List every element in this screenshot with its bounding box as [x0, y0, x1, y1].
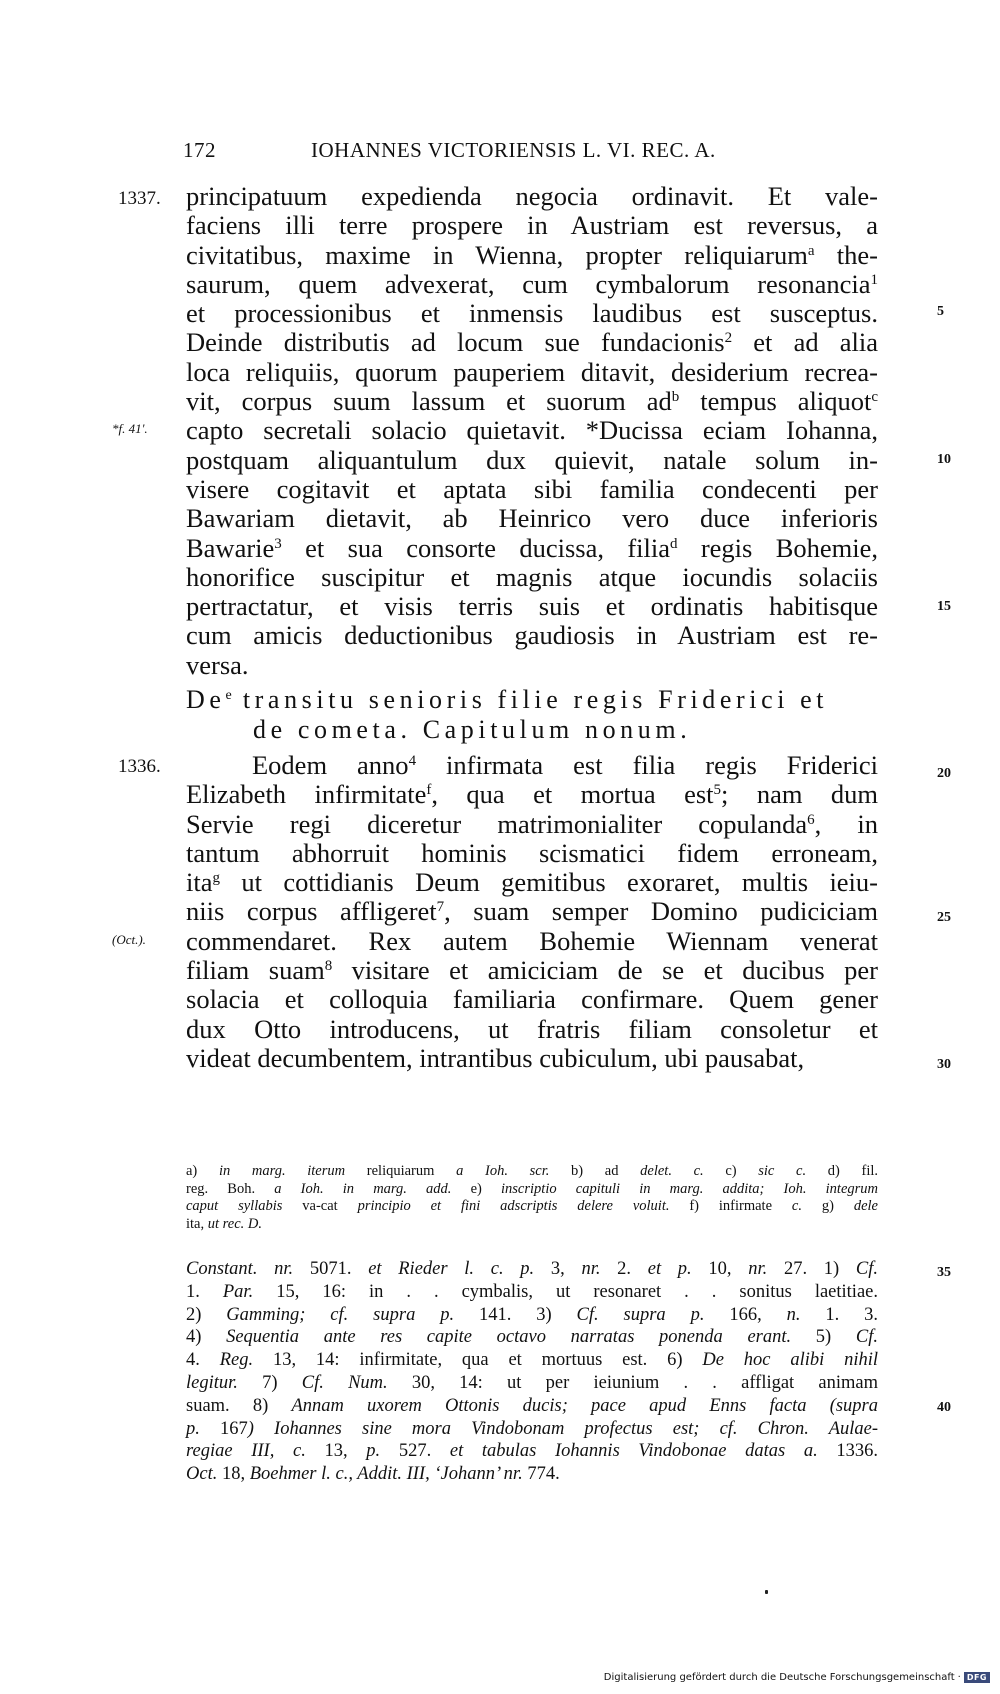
text-line [186, 810, 878, 839]
text-segment: videat decumbentem, intrantibus cubiculum, ubi pausabat, [186, 1042, 805, 1073]
text-segment: dux Otto introducens, ut fratris filiam consoletur et [186, 1013, 878, 1044]
text-segment: 27. 1) [767, 1259, 856, 1279]
italic-text: nr. [748, 1259, 768, 1279]
footnote-marker: 6 [807, 811, 815, 828]
text-segment: visere cogitavit et aptata sibi familia condecenti per [186, 473, 878, 504]
source-note-line [186, 1418, 878, 1441]
text-segment: , qua et mortua est [431, 779, 714, 810]
main-text-paragraph-2 [186, 751, 878, 1073]
line-number: 30 [937, 1057, 951, 1072]
italic-text: c. [791, 1198, 802, 1214]
critical-note-line [186, 1181, 878, 1199]
text-segment: Servie regi diceretur matrimonialiter copulanda [186, 808, 808, 839]
text-line [186, 328, 878, 357]
text-segment: 5) [791, 1327, 856, 1348]
text-line [186, 241, 878, 270]
text-segment: Elizabeth infirmitate [186, 779, 427, 810]
chapter-heading-line-1: De$^e$ transitu senioris filie regis Friderici et [186, 685, 829, 714]
ink-dot [765, 1590, 768, 1594]
running-title: IOHANNES VICTORIENSIS L. VI. REC. A. [311, 138, 716, 162]
text-line [186, 956, 878, 985]
text-segment: 527. [380, 1441, 450, 1462]
text-segment: 18, [217, 1464, 250, 1485]
source-notes [186, 1258, 878, 1486]
text-segment: 30, 14: ut per ieiunium . . affligat animam [387, 1372, 878, 1393]
footnote-marker: 1 [870, 271, 878, 288]
italic-text: Boehmer l. c., Addit. III, ‘Johann’ nr. [249, 1464, 523, 1485]
footnote-marker: 3 [274, 535, 282, 552]
text-line [186, 927, 878, 956]
italic-text: Par. [222, 1281, 254, 1302]
chapter-heading-line-2: de cometa. Capitulum nonum. [253, 715, 692, 744]
source-note-line [186, 1258, 878, 1281]
dfg-logo: DFG [964, 1672, 990, 1683]
italic-text: n. [786, 1304, 801, 1325]
text-line [186, 621, 878, 650]
italic-text: a Ioh. in marg. add. [274, 1180, 452, 1197]
italic-text: Gamming; cf. supra p. [226, 1304, 455, 1325]
italic-text: Oct. [186, 1464, 218, 1485]
text-segment: Bawarie [186, 532, 275, 563]
text-segment: e) [451, 1180, 502, 1197]
italic-text: Sequentia ante res capite octavo narratas ponenda erant. [226, 1327, 792, 1348]
footnote-marker: 2 [724, 330, 733, 347]
text-segment: et ad alia [732, 327, 879, 358]
text-segment: infirmata est filia regis Friderici [416, 750, 878, 780]
text-segment: 774. [522, 1464, 560, 1485]
italic-text: in marg. iterum [218, 1163, 346, 1179]
footnote-marker: d [670, 535, 678, 552]
text-segment: 141. 3) [454, 1304, 577, 1325]
text-segment: capto secretali solacio quietavit. *Ducissa eciam Iohanna, [186, 415, 878, 446]
italic-text: Cf. supra p. [576, 1304, 705, 1325]
text-segment: filiam suam [186, 955, 325, 986]
line-number: 25 [937, 910, 951, 925]
text-segment: faciens illi terre prospere in Austriam est reversus, a [186, 210, 878, 241]
text-segment: c) [703, 1163, 759, 1179]
text-line [186, 1044, 878, 1073]
text-segment: civitatibus, maxime in Wienna, propter reliquiarum [186, 239, 808, 270]
source-note-line [186, 1304, 878, 1327]
text-segment: suam. 8) [186, 1395, 292, 1416]
text-segment: 1336. [817, 1441, 879, 1462]
text-line [186, 592, 878, 621]
italic-text: sic c. [758, 1163, 807, 1179]
italic-text: Annam uxorem Ottonis ducis; pace apud Enns facta (supra [291, 1395, 878, 1416]
text-line [186, 504, 878, 533]
text-segment: 1. [186, 1281, 223, 1302]
text-line [186, 416, 878, 445]
critical-note-line [186, 1216, 878, 1234]
text-segment: Bawariam dietavit, ab Heinrico vero duce inferioris [186, 503, 878, 534]
line-number: 40 [937, 1400, 951, 1415]
italic-text: Cf. Num. [301, 1372, 388, 1393]
text-line [186, 868, 878, 897]
source-note-line [186, 1463, 878, 1486]
text-segment: , suam semper Domino pudiciciam [444, 896, 878, 927]
margin-oct: (Oct.). [112, 932, 146, 947]
text-line [186, 897, 878, 926]
text-line [186, 651, 878, 680]
text-line [186, 182, 878, 211]
italic-text: a Ioh. scr. [456, 1163, 550, 1179]
text-segment: et sua consorte ducissa, filia [281, 532, 671, 563]
italic-text: Constant. nr. [186, 1259, 294, 1279]
footnote-marker: b [671, 389, 680, 406]
text-line [186, 780, 878, 809]
text-segment: , in [814, 808, 878, 839]
margin-year-1336: 1336. [118, 756, 161, 777]
text-line [186, 387, 878, 416]
italic-text: p. [186, 1418, 200, 1439]
italic-text: principio et fini adscriptis delere voluit. [357, 1198, 670, 1214]
italic-text: Cf. [855, 1259, 879, 1279]
text-segment: 167 [199, 1418, 248, 1439]
footnote-marker: c [871, 389, 878, 406]
italic-text: Reg. [219, 1350, 254, 1371]
critical-apparatus [186, 1163, 878, 1233]
text-segment: principatuum expedienda negocia ordinavit. Et vale- [186, 181, 878, 211]
text-segment: ita [186, 867, 213, 898]
text-segment: honorifice suscipitur et magnis atque iocundis solaciis [186, 561, 878, 592]
text-line [186, 475, 878, 504]
text-segment: va-cat [282, 1198, 358, 1214]
text-segment: 13, 14: infirmitate, qua et mortuus est. 6) [253, 1350, 703, 1371]
italic-text: De hoc alibi nihil [702, 1350, 879, 1371]
text-segment: b) ad [549, 1163, 641, 1179]
italic-text: delet. c. [640, 1163, 704, 1179]
footnote-marker: 8 [324, 958, 333, 975]
text-segment: 3, [534, 1259, 582, 1279]
italic-text: inscriptio capituli in marg. addita; Ioh. integrum [501, 1180, 879, 1197]
footnote-marker: f [426, 782, 432, 799]
text-segment: saurum, quem advexerat, cum cymbalorum resonancia [186, 268, 871, 299]
credit-text: Digitalisierung gefördert durch die Deutsche Forschungsgemeinschaft [603, 1672, 955, 1683]
text-segment: 15, 16: in . . cymbalis, ut resonaret . . sonitus laetitiae. [253, 1281, 878, 1302]
text-segment: 5071. [293, 1259, 369, 1279]
text-segment: f) infirmate [669, 1198, 792, 1214]
text-segment: 2) [186, 1304, 227, 1325]
text-line [186, 751, 878, 780]
text-segment: g) [801, 1198, 854, 1214]
text-line [186, 563, 878, 592]
italic-text: legitur. [186, 1372, 238, 1393]
margin-folio: *f. 41'. [112, 421, 148, 436]
footnote-marker: g [212, 870, 220, 887]
text-segment: niis corpus affligeret [186, 896, 437, 927]
text-line [186, 534, 878, 563]
footnote-marker: 4 [408, 753, 417, 769]
text-segment: versa. [186, 649, 249, 680]
text-segment: d) fil. [806, 1163, 879, 1179]
chapter-heading [186, 685, 886, 745]
text-segment: commendaret. Rex autem Bohemie Wiennam venerat [186, 925, 878, 956]
text-segment: et processionibus et inmensis laudibus est susceptus. [186, 298, 878, 329]
text-segment: 1. 3. [800, 1304, 879, 1325]
text-segment: a) [186, 1163, 219, 1179]
italic-text: et Rieder l. c. p. [368, 1259, 535, 1279]
text-line [186, 270, 878, 299]
source-note-line [186, 1395, 878, 1418]
line-number: 5 [937, 304, 944, 319]
text-segment: 4) [186, 1327, 227, 1348]
italic-text: ) Iohannes sine mora Vindobonam profectus est; cf. Chron. Aulae- [247, 1418, 879, 1439]
text-segment: reliquiarum [345, 1163, 457, 1179]
line-number: 20 [937, 766, 951, 781]
text-segment: 4. [186, 1350, 220, 1371]
digitization-credit: Digitalisierung gefördert durch die Deutsche Forschungsgemeinschaft · DFG [604, 1672, 990, 1683]
text-segment: ; nam dum [721, 779, 878, 810]
footnote-marker: 5 [713, 782, 722, 799]
text-segment: 7) [237, 1372, 302, 1393]
text-segment: visitare et amiciciam de se et ducibus per [332, 955, 878, 986]
margin-year-1337: 1337. [118, 188, 161, 209]
text-segment: 2. [600, 1259, 648, 1279]
text-segment: the- [814, 239, 878, 270]
text-line [186, 839, 878, 868]
text-segment: cum amicis deductionibus gaudiosis in Austriam est re- [186, 620, 878, 651]
text-segment: Eodem anno [252, 750, 409, 780]
text-segment: reg. Boh. [186, 1180, 275, 1197]
page-number: 172 [183, 138, 216, 162]
text-segment: 10, [691, 1259, 749, 1279]
italic-text: Cf. [855, 1327, 878, 1348]
line-number: 15 [937, 599, 951, 614]
line-number: 35 [937, 1265, 951, 1280]
text-segment: 13, [305, 1441, 367, 1462]
text-segment: postquam aliquantulum dux quievit, natale solum in- [186, 444, 878, 475]
italic-text: ut rec. D. [207, 1215, 262, 1232]
italic-text: nr. [581, 1259, 601, 1279]
text-segment: loca reliquiis, quorum pauperiem ditavit, desiderium recrea- [186, 356, 878, 387]
text-segment: solacia et colloquia familiaria confirmare. Quem gener [186, 984, 878, 1015]
source-note-line [186, 1372, 878, 1395]
text-line [186, 446, 878, 475]
text-segment: tantum abhorruit hominis scismatici fidem erroneam, [186, 837, 878, 868]
critical-note-line [186, 1198, 878, 1216]
text-line [186, 211, 878, 240]
italic-text: et p. [647, 1259, 692, 1279]
italic-text: p. [366, 1441, 381, 1462]
source-note-line [186, 1349, 878, 1372]
italic-text: caput syllabis [186, 1198, 283, 1214]
text-segment: vit, corpus suum lassum et suorum ad [186, 386, 672, 417]
source-note-line [186, 1440, 878, 1463]
italic-text: et tabulas Iohannis Vindobonae datas a. [449, 1441, 818, 1462]
text-segment: ut cottidianis Deum gemitibus exoraret, multis ieiu- [220, 867, 878, 898]
text-segment: 166, [704, 1304, 787, 1325]
line-number: 10 [937, 452, 951, 467]
text-segment: pertractatur, et visis terris suis et ordinatis habitisque [186, 591, 878, 622]
text-segment: Deinde distributis ad locum sue fundacionis [186, 327, 725, 358]
footnote-marker: a [807, 242, 815, 259]
text-line [186, 358, 878, 387]
main-text-paragraph-1 [186, 182, 878, 680]
source-note-line [186, 1281, 878, 1304]
italic-text: dele [853, 1198, 878, 1214]
text-line [186, 1015, 878, 1044]
text-line [186, 985, 878, 1014]
italic-text: regiae III, c. [186, 1441, 306, 1462]
source-note-line [186, 1326, 878, 1349]
text-segment: tempus aliquot [679, 386, 872, 417]
footnote-marker: 7 [436, 899, 445, 916]
text-line [186, 299, 878, 328]
text-segment: ita, [186, 1215, 208, 1232]
critical-note-line [186, 1163, 878, 1181]
text-segment: regis Bohemie, [677, 532, 878, 563]
